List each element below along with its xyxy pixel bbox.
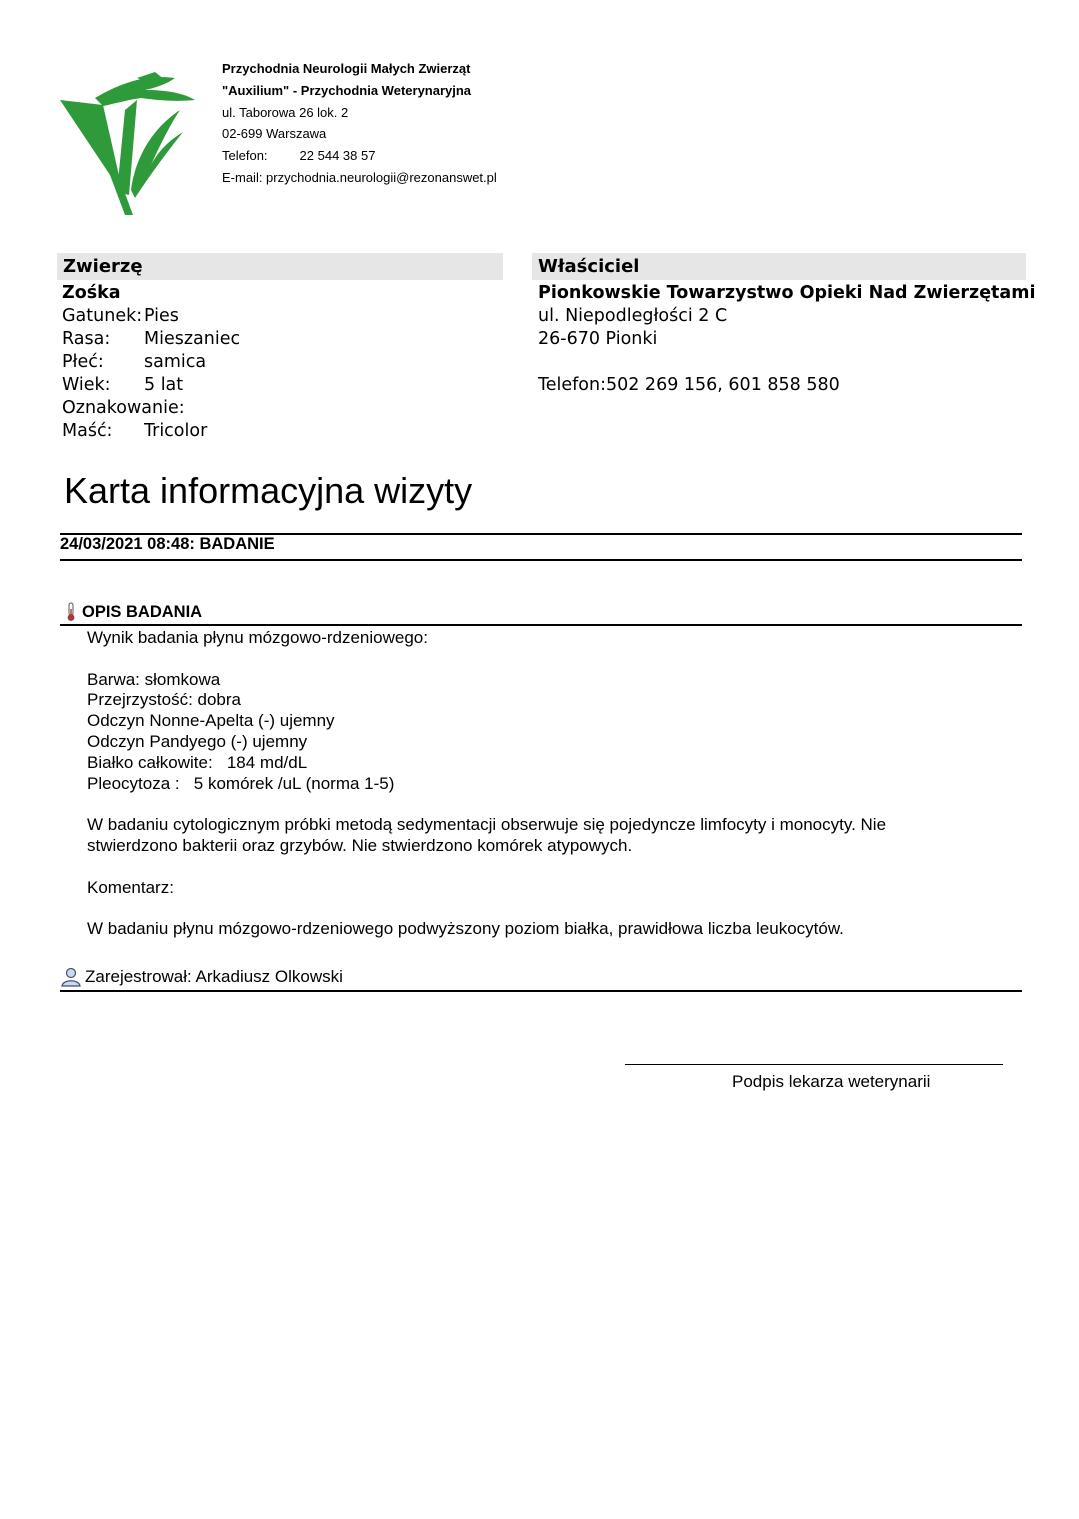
result-line: Odczyn Pandyego (-) ujemny	[87, 731, 308, 751]
field-label: Maść:	[62, 421, 113, 441]
owner-address: ul. Niepodległości 2 C	[538, 306, 728, 326]
field-label: Płeć:	[62, 352, 104, 372]
clinic-info	[222, 58, 497, 189]
clinic-phone: 22 544 38 57	[299, 148, 376, 164]
cytology-line: W badaniu cytologicznym próbki metodą sedymentacji obserwuje się pojedyncze limfocyty i monocyty. Nie	[87, 815, 887, 835]
animal-field-species	[62, 305, 240, 328]
document-title: Karta informacyjna wizyty	[64, 470, 473, 511]
field-value: samica	[144, 352, 207, 372]
field-value: Mieszaniec	[144, 329, 241, 349]
divider	[60, 990, 1022, 992]
clinic-name-line2: "Auxilium" - Przychodnia Weterynaryjna	[222, 82, 472, 98]
registered-by-row	[60, 966, 343, 988]
user-icon	[60, 966, 82, 988]
exam-section-title: OPIS BADANIA	[82, 602, 203, 621]
cytology-line: stwierdzono bakterii oraz grzybów. Nie stwierdzono komórek atypowych.	[87, 835, 633, 855]
owner-name: Pionkowskie Towarzystwo Opieki Nad Zwierzętami	[538, 283, 1036, 303]
result-line: Odczyn Nonne-Apelta (-) ujemny	[87, 711, 335, 731]
field-label: Oznakowanie:	[62, 398, 185, 418]
field-value: Tricolor	[144, 421, 208, 441]
clinic-email: E-mail: przychodnia.neurologii@rezonanswet.pl	[222, 169, 497, 185]
animal-details	[62, 282, 240, 443]
animal-field-breed	[62, 328, 240, 351]
owner-phone: 502 269 156, 601 858 580	[605, 375, 840, 395]
owner-city: 26-670 Pionki	[538, 329, 658, 349]
clinic-name-line1: Przychodnia Neurologii Małych Zwierząt	[222, 61, 471, 76]
clinic-logo	[55, 70, 205, 215]
thermometer-icon	[66, 602, 76, 622]
result-line: Przejrzystość: dobra	[87, 690, 241, 710]
visit-header: 24/03/2021 08:48: BADANIE	[60, 535, 275, 553]
animal-field-color	[62, 420, 240, 443]
field-value: 5 lat	[144, 375, 184, 395]
result-line: Pleocytoza : 5 komórek /uL (norma 1-5)	[87, 773, 395, 793]
exam-description	[87, 628, 987, 940]
field-label: Rasa:	[62, 329, 111, 349]
exam-intro: Wynik badania płynu mózgowo-rdzeniowego:	[87, 628, 428, 647]
animal-field-sex	[62, 351, 240, 374]
animal-field-age	[62, 374, 240, 397]
result-line: Białko całkowite: 184 md/dL	[87, 752, 308, 772]
owner-phone-label: Telefon:	[538, 375, 606, 395]
clinic-city: 02-699 Warszawa	[222, 126, 327, 142]
divider	[60, 624, 1022, 626]
comment-label: Komentarz:	[87, 877, 174, 897]
owner-phone-row	[538, 374, 1035, 397]
clinic-phone-row	[222, 145, 497, 167]
animal-field-marking	[62, 397, 240, 420]
exam-section-header	[66, 602, 202, 622]
owner-details	[538, 282, 1035, 397]
owner-section-header: Właściciel	[532, 253, 1026, 280]
signature-line	[625, 1064, 1003, 1065]
divider	[60, 559, 1022, 561]
field-label: Wiek:	[62, 375, 111, 395]
field-label: Gatunek:	[62, 306, 143, 326]
comment-text: W badaniu płynu mózgowo-rdzeniowego podwyższony poziom białka, prawidłowa liczba leukocytów.	[87, 919, 844, 939]
result-line: Barwa: słomkowa	[87, 669, 221, 689]
clinic-address: ul. Taborowa 26 lok. 2	[222, 104, 349, 120]
registered-by: Zarejestrował: Arkadiusz Olkowski	[85, 967, 343, 986]
animal-section-header: Zwierzę	[57, 253, 503, 280]
animal-name: Zośka	[62, 283, 121, 303]
clinic-phone-label: Telefon:	[222, 148, 268, 164]
field-value: Pies	[144, 306, 179, 326]
signature-label: Podpis lekarza weterynarii	[732, 1072, 931, 1091]
